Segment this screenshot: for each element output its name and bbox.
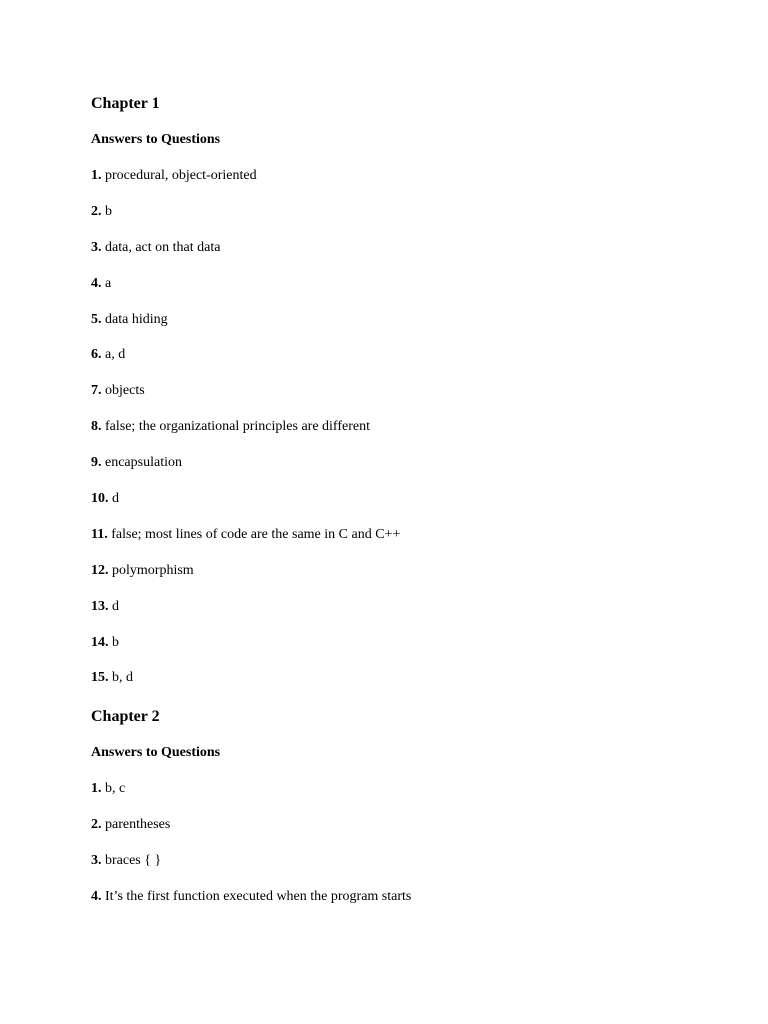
answer-text: d: [108, 599, 119, 614]
ch1-answer-11: [91, 528, 400, 542]
answer-number: 1.: [91, 168, 102, 183]
ch1-answer-14: [91, 636, 119, 650]
answer-number: 10.: [91, 491, 109, 506]
answer-number: 4.: [91, 889, 102, 904]
ch2-answer-1: [91, 782, 125, 796]
chapter-1-title: Chapter 1: [91, 95, 160, 112]
answer-text: procedural, object-oriented: [101, 168, 257, 183]
answer-text: a: [101, 276, 112, 291]
answer-number: 2.: [91, 204, 102, 219]
answer-text: b: [101, 204, 112, 219]
answer-number: 8.: [91, 419, 102, 434]
answer-text: polymorphism: [108, 563, 194, 578]
answer-number: 15.: [91, 670, 109, 685]
ch1-answer-8: [91, 420, 370, 434]
ch1-answer-7: [91, 384, 145, 398]
answer-text: b, c: [101, 781, 126, 796]
answer-text: data, act on that data: [101, 240, 221, 255]
answer-text: data hiding: [101, 312, 168, 327]
answer-number: 5.: [91, 312, 102, 327]
answer-number: 2.: [91, 817, 102, 832]
ch1-answer-9: [91, 456, 182, 470]
answer-text: It’s the first function executed when the program starts: [101, 889, 412, 904]
ch1-answer-6: [91, 348, 125, 362]
chapter-2-title: Chapter 2: [91, 708, 160, 725]
answer-number: 3.: [91, 853, 102, 868]
answer-number: 3.: [91, 240, 102, 255]
ch1-answer-15: [91, 671, 133, 685]
answer-number: 6.: [91, 347, 102, 362]
answer-number: 9.: [91, 455, 102, 470]
ch2-answer-3: [91, 854, 161, 868]
answer-text: b, d: [108, 670, 133, 685]
answer-number: 14.: [91, 635, 109, 650]
answer-number: 12.: [91, 563, 109, 578]
ch1-answer-4: [91, 277, 111, 291]
ch1-answer-3: [91, 241, 220, 255]
answer-text: objects: [101, 383, 145, 398]
answer-number: 11.: [91, 527, 108, 542]
answer-text: parentheses: [101, 817, 171, 832]
answer-text: encapsulation: [101, 455, 182, 470]
ch1-answer-5: [91, 313, 168, 327]
answer-number: 4.: [91, 276, 102, 291]
answer-number: 1.: [91, 781, 102, 796]
answer-text: a, d: [101, 347, 126, 362]
answer-text: b: [108, 635, 119, 650]
answer-text: false; the organizational principles are different: [101, 419, 370, 434]
ch1-answer-12: [91, 564, 194, 578]
ch1-answer-13: [91, 600, 119, 614]
answer-text: false; most lines of code are the same in C and C++: [107, 527, 401, 542]
ch2-answer-4: [91, 890, 411, 904]
ch1-answer-10: [91, 492, 119, 506]
ch1-answer-1: [91, 169, 257, 183]
chapter-2-subtitle: Answers to Questions: [91, 745, 221, 760]
answer-text: d: [108, 491, 119, 506]
answer-text: braces { }: [101, 853, 162, 868]
answer-number: 7.: [91, 383, 102, 398]
ch2-answer-2: [91, 818, 170, 832]
chapter-1-subtitle: Answers to Questions: [91, 132, 221, 147]
ch1-answer-2: [91, 205, 112, 219]
answer-number: 13.: [91, 599, 109, 614]
